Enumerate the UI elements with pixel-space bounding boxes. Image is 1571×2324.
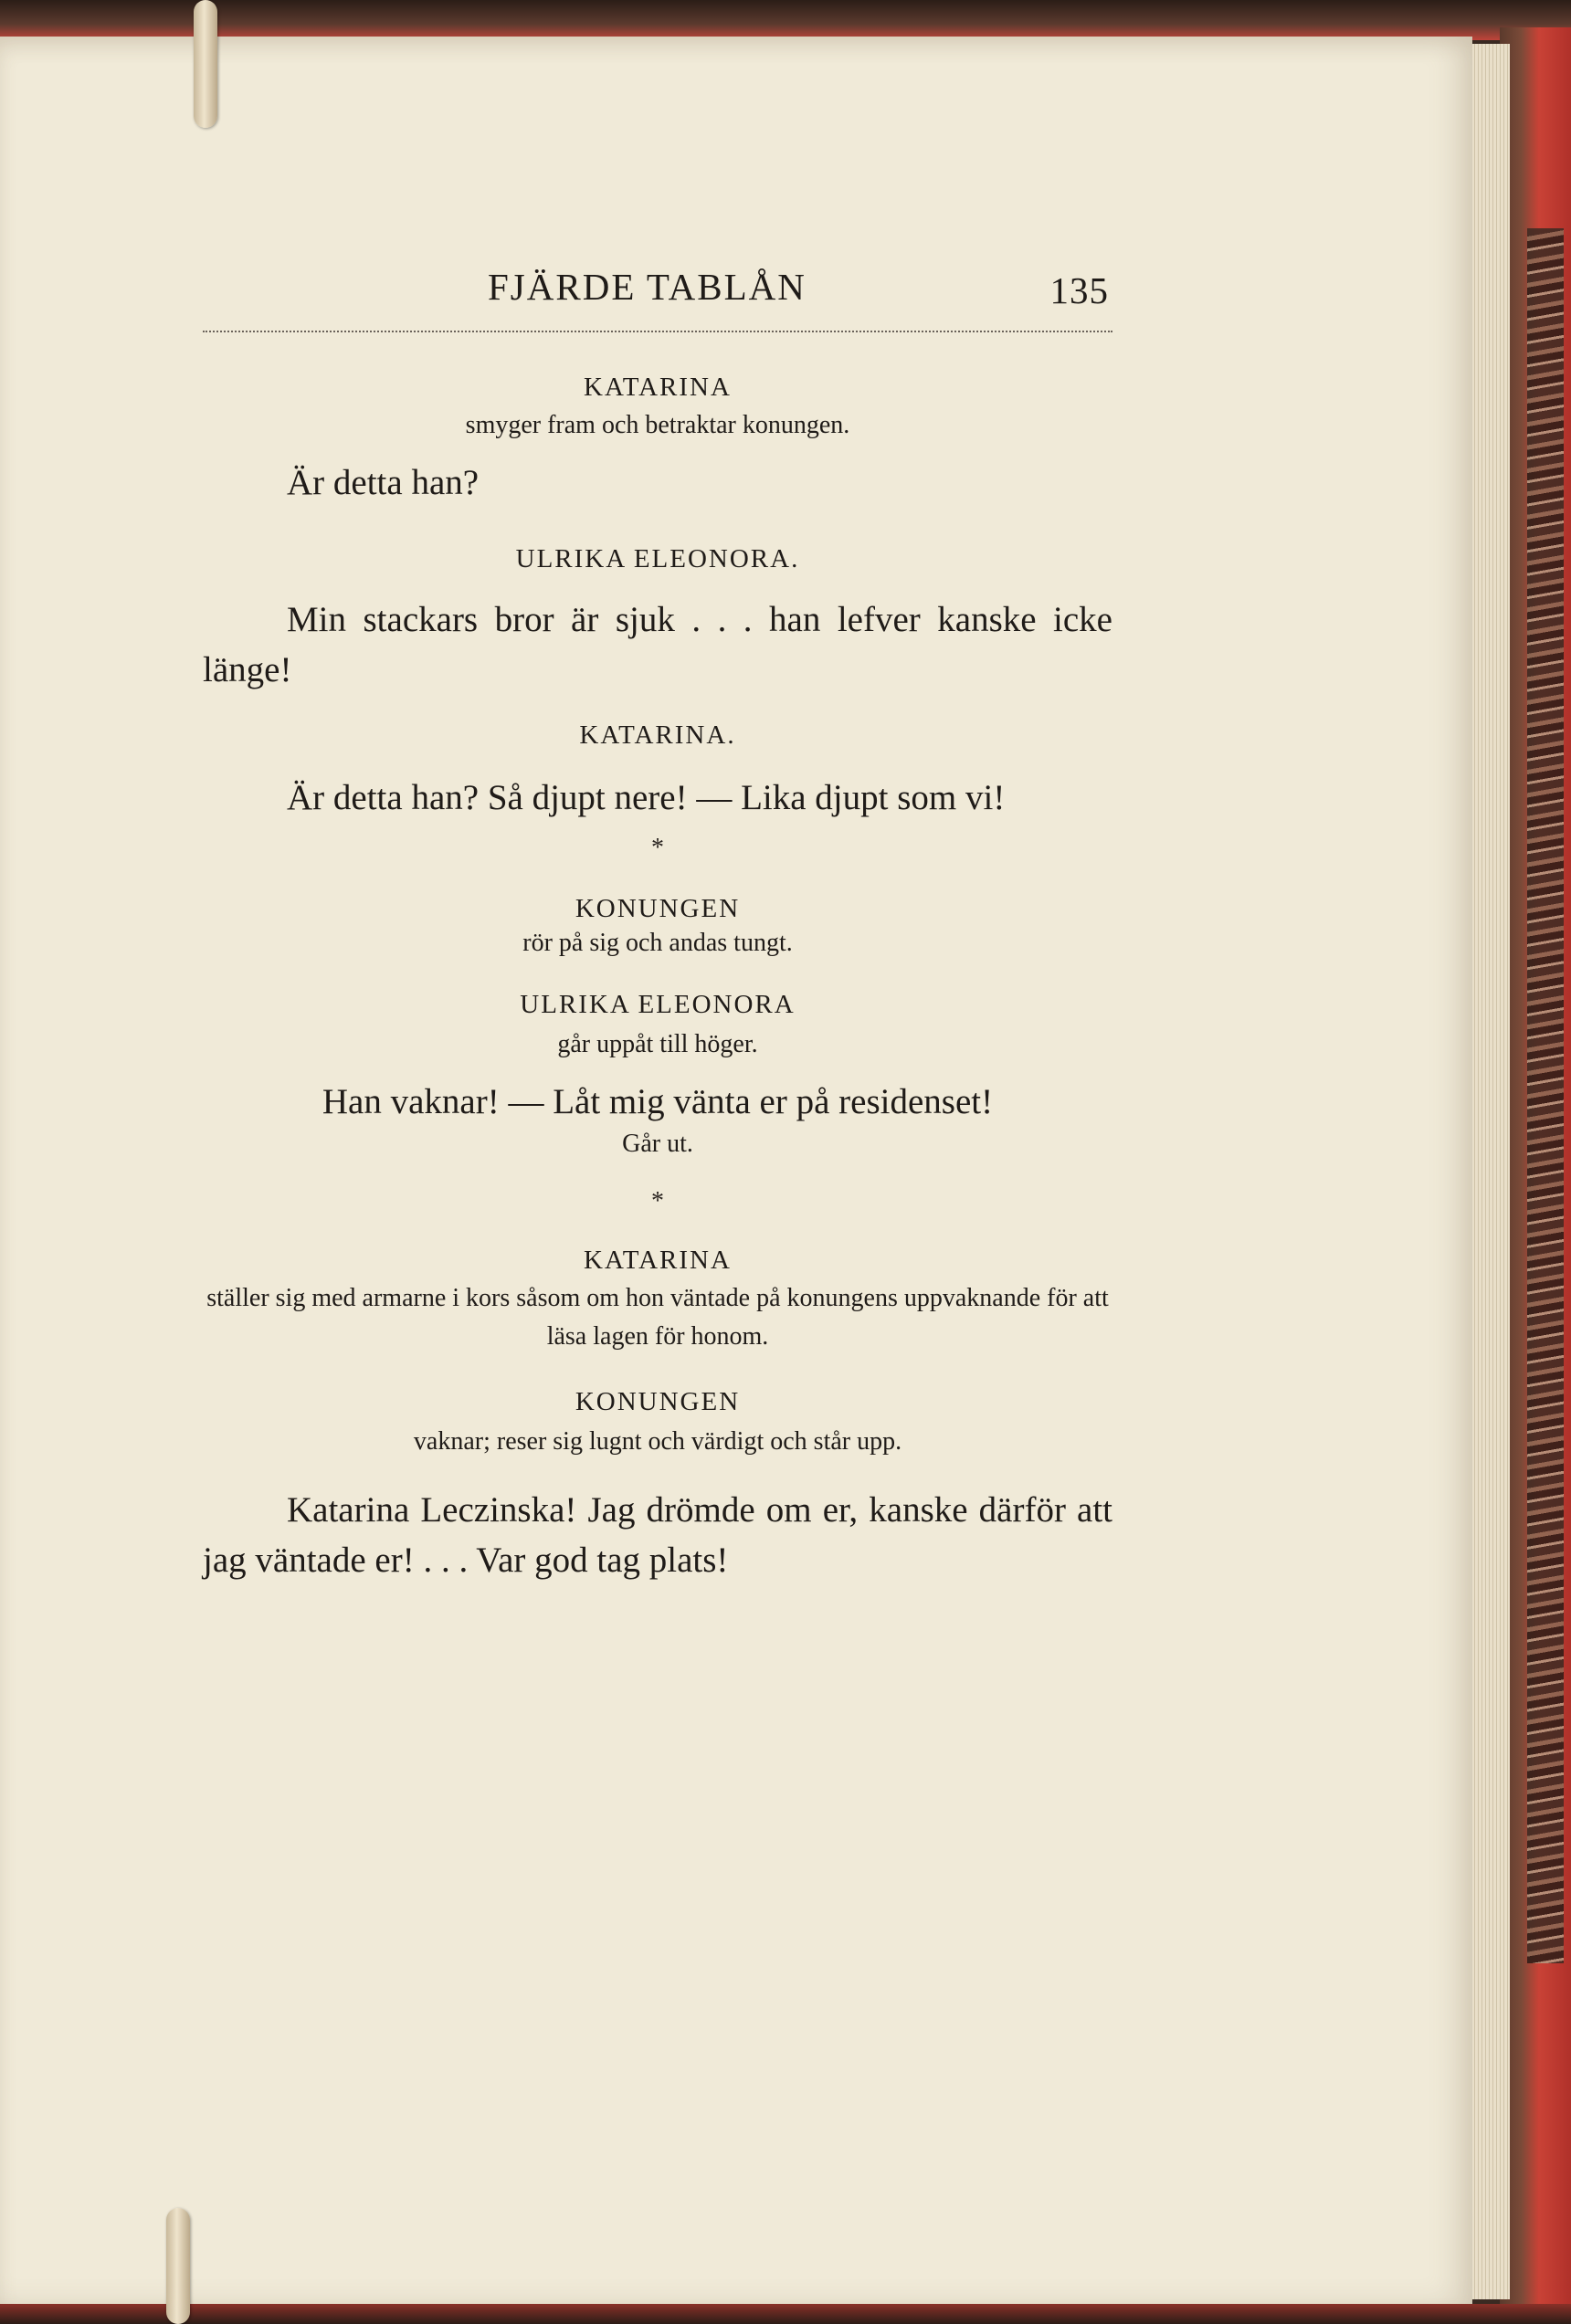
stage-direction: går uppåt till höger.	[557, 1030, 758, 1058]
book-bottom-edge	[0, 2304, 1571, 2324]
marbled-cover	[1527, 228, 1564, 1963]
speech: Är detta han? Så djupt nere! — Lika djupt som vi!	[287, 778, 1006, 817]
page-clip-top	[194, 0, 217, 128]
speaker-katarina: KATARINA	[584, 1246, 732, 1275]
speech: Min stackars bror är sjuk . . . han lefver kanske icke länge!	[203, 600, 1112, 689]
stage-direction: vaknar; reser sig lugnt och värdigt och står upp.	[413, 1427, 902, 1456]
stage-direction: rör på sig och andas tungt.	[522, 929, 793, 957]
stage-direction: ställer sig med armarne i kors såsom om hon väntade på konungens uppvaknande för att läsa lagen för honom.	[206, 1284, 1109, 1351]
speaker-konungen: KONUNGEN	[575, 894, 741, 923]
running-title: FJÄRDE TABLÅN	[488, 266, 807, 308]
speech: Är detta han?	[287, 463, 480, 502]
speaker-ulrika-eleonora: ULRIKA ELEONORA	[520, 990, 796, 1019]
page-header	[203, 265, 1112, 332]
speaker-ulrika-eleonora: ULRIKA ELEONORA.	[515, 544, 800, 573]
speaker-katarina: KATARINA	[584, 373, 732, 402]
page-number: 135	[1049, 269, 1109, 311]
page-clip-bottom	[166, 2208, 190, 2324]
speaker-konungen: KONUNGEN	[575, 1387, 741, 1416]
page-content	[203, 265, 1112, 1585]
book-top-edge	[0, 0, 1571, 40]
stage-direction: smyger fram och betraktar konungen.	[465, 411, 850, 439]
speech: Han vaknar! — Låt mig vänta er på residenset!	[322, 1082, 994, 1121]
speaker-katarina: KATARINA.	[579, 720, 736, 750]
speech: Katarina Leczinska! Jag drömde om er, kanske därför att jag väntade er! . . . Var god tag plats!	[203, 1490, 1112, 1580]
section-separator: *	[651, 834, 664, 862]
exit-direction: Går ut.	[622, 1130, 693, 1158]
section-separator: *	[651, 1187, 664, 1215]
